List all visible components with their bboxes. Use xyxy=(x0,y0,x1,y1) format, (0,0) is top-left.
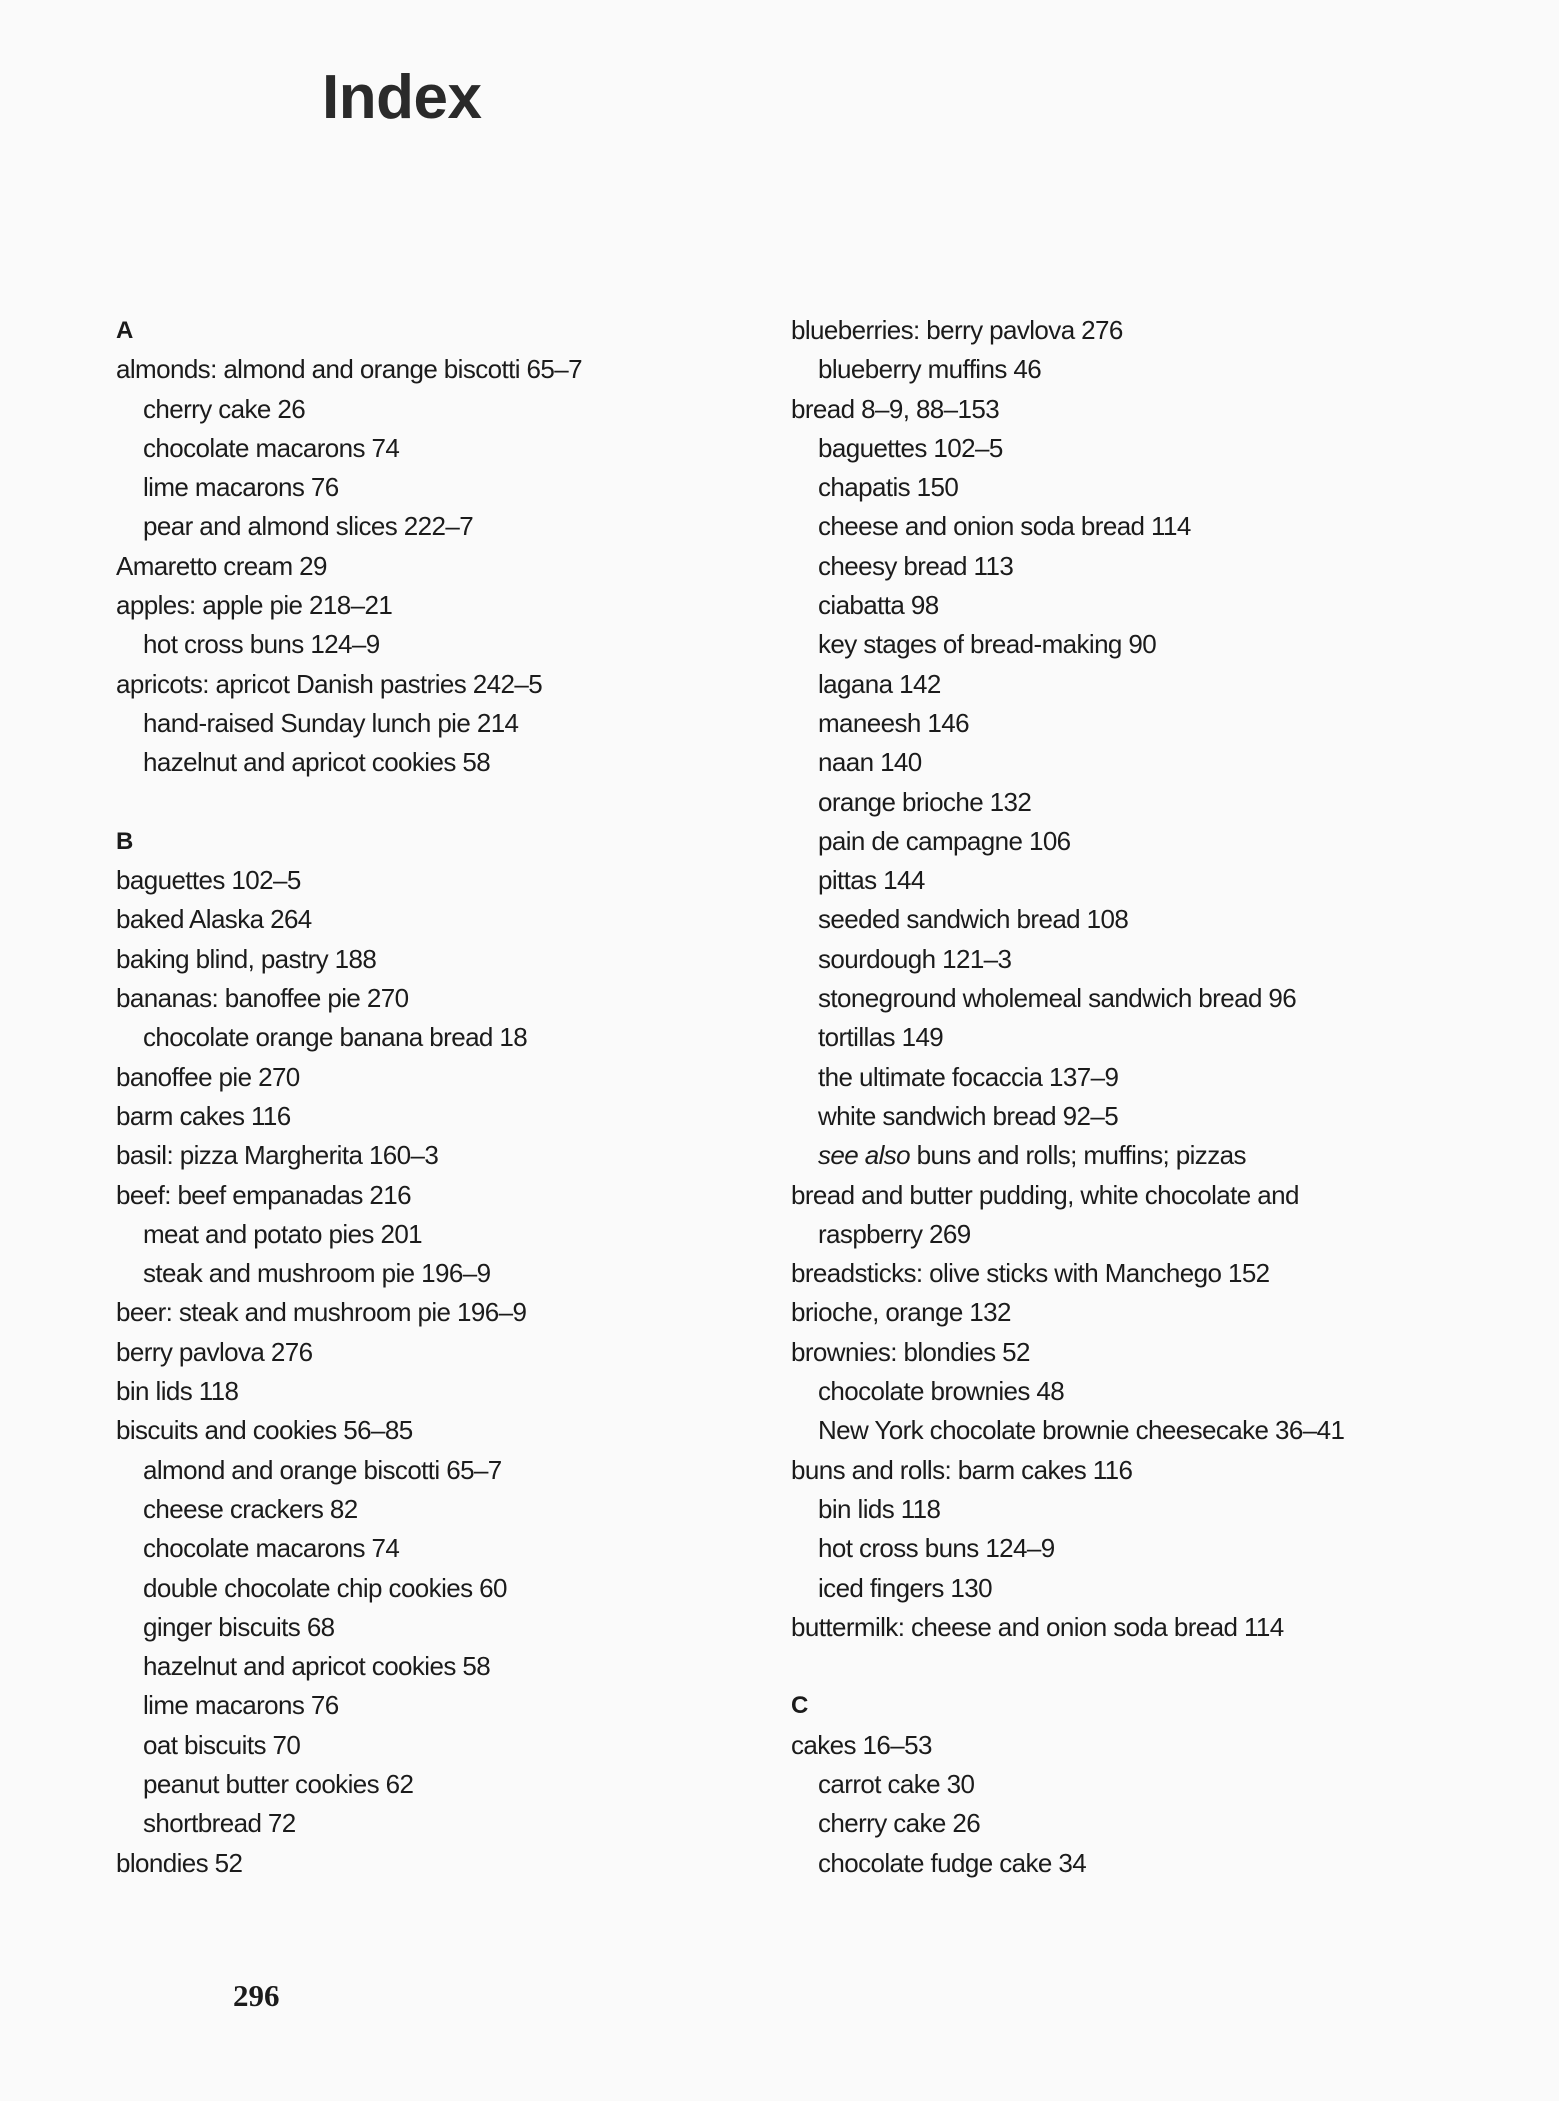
entry-text: seeded sandwich bread 108 xyxy=(818,904,1129,935)
entry-text: baking blind, pastry 188 xyxy=(116,943,377,974)
entry-text: chapatis 150 xyxy=(818,472,959,503)
index-subentry xyxy=(116,1529,756,1568)
letter-heading xyxy=(116,822,756,861)
index-entry xyxy=(116,940,756,979)
index-subentry xyxy=(116,1686,756,1725)
entry-text: buns and rolls: barm cakes 116 xyxy=(791,1454,1133,1485)
entry-text: New York chocolate brownie cheesecake 36–41 xyxy=(818,1415,1345,1446)
index-subentry xyxy=(116,704,756,743)
index-entry xyxy=(116,350,756,389)
index-subentry xyxy=(791,1569,1431,1608)
entry-text: pittas 144 xyxy=(818,865,925,896)
index-subentry xyxy=(116,1451,756,1490)
index-subentry xyxy=(116,1765,756,1804)
index-subentry xyxy=(791,350,1431,389)
index-entry xyxy=(116,1411,756,1450)
index-subentry xyxy=(116,507,756,546)
index-subentry xyxy=(791,704,1431,743)
entry-text: chocolate macarons 74 xyxy=(143,432,400,463)
index-subentry xyxy=(791,743,1431,782)
entry-text: oat biscuits 70 xyxy=(143,1729,301,1760)
entry-text: basil: pizza Margherita 160–3 xyxy=(116,1140,439,1171)
entry-text: beef: beef empanadas 216 xyxy=(116,1179,411,1210)
index-subentry xyxy=(791,940,1431,979)
entry-text: chocolate fudge cake 34 xyxy=(818,1847,1087,1878)
letter-heading xyxy=(116,311,756,350)
index-subentry xyxy=(791,783,1431,822)
index-subentry xyxy=(791,861,1431,900)
entry-text: Amaretto cream 29 xyxy=(116,550,327,581)
index-entry xyxy=(116,1333,756,1372)
entry-text: chocolate orange banana bread 18 xyxy=(143,1022,528,1053)
entry-text: cherry cake 26 xyxy=(143,393,306,424)
index-subentry xyxy=(791,507,1431,546)
index-entry xyxy=(791,311,1431,350)
entry-text: meat and potato pies 201 xyxy=(143,1218,423,1249)
spacer xyxy=(116,783,756,822)
entry-text: lagana 142 xyxy=(818,668,941,699)
entry-text: blondies 52 xyxy=(116,1847,243,1878)
index-subentry xyxy=(116,1804,756,1843)
entry-text: baguettes 102–5 xyxy=(818,432,1003,463)
index-subentry xyxy=(116,1726,756,1765)
entry-text: baked Alaska 264 xyxy=(116,904,312,935)
entry-text: hazelnut and apricot cookies 58 xyxy=(143,1651,491,1682)
entry-text: almond and orange biscotti 65–7 xyxy=(143,1454,502,1485)
entry-text: chocolate brownies 48 xyxy=(818,1376,1065,1407)
entry-text: almonds: almond and orange biscotti 65–7 xyxy=(116,354,582,385)
index-subentry xyxy=(791,1058,1431,1097)
entry-text: blueberries: berry pavlova 276 xyxy=(791,315,1123,345)
spacer xyxy=(791,1647,1431,1686)
index-entry xyxy=(116,1058,756,1097)
entry-text: buttermilk: cheese and onion soda bread 114 xyxy=(791,1611,1284,1642)
entry-text: cherry cake 26 xyxy=(818,1808,981,1839)
entry-text: berry pavlova 276 xyxy=(116,1336,313,1367)
entry-text: cheesy bread 113 xyxy=(818,550,1014,581)
index-subentry xyxy=(791,1765,1431,1804)
index-entry xyxy=(116,1293,756,1332)
entry-text: B xyxy=(116,827,134,855)
index-column-left xyxy=(116,311,756,1883)
entry-text: apples: apple pie 218–21 xyxy=(116,590,393,621)
index-entry xyxy=(116,586,756,625)
index-entry xyxy=(791,1293,1431,1332)
entry-text: raspberry 269 xyxy=(818,1218,971,1249)
index-subentry xyxy=(791,1136,1431,1175)
index-subentry xyxy=(791,547,1431,586)
index-subentry xyxy=(791,1411,1431,1450)
entry-text: barm cakes 116 xyxy=(116,1100,291,1131)
entry-text: double chocolate chip cookies 60 xyxy=(143,1572,507,1603)
index-subentry xyxy=(791,1490,1431,1529)
entry-text: white sandwich bread 92–5 xyxy=(818,1100,1119,1131)
index-subentry xyxy=(791,1215,1431,1254)
entry-text: breadsticks: olive sticks with Manchego 152 xyxy=(791,1258,1270,1289)
index-entry xyxy=(116,665,756,704)
entry-text: tortillas 149 xyxy=(818,1022,944,1053)
index-entry xyxy=(116,1136,756,1175)
entry-text: steak and mushroom pie 196–9 xyxy=(143,1258,491,1289)
entry-text: bin lids 118 xyxy=(116,1376,239,1407)
entry-text: lime macarons 76 xyxy=(143,1690,339,1721)
entry-text: brownies: blondies 52 xyxy=(791,1336,1030,1367)
index-subentry xyxy=(791,1844,1431,1883)
entry-text: hot cross buns 124–9 xyxy=(818,1533,1055,1564)
entry-text: the ultimate focaccia 137–9 xyxy=(818,1061,1119,1092)
entry-text: key stages of bread-making 90 xyxy=(818,629,1157,660)
entry-text: lime macarons 76 xyxy=(143,472,339,503)
entry-text: pain de campagne 106 xyxy=(818,825,1071,856)
index-subentry xyxy=(791,822,1431,861)
index-subentry xyxy=(791,1018,1431,1057)
index-subentry xyxy=(791,900,1431,939)
index-subentry xyxy=(116,1569,756,1608)
entry-text: bread 8–9, 88–153 xyxy=(791,393,1000,424)
index-entry xyxy=(791,390,1431,429)
index-subentry xyxy=(116,743,756,782)
index-subentry xyxy=(116,1018,756,1057)
index-entry xyxy=(791,1451,1431,1490)
index-entry xyxy=(116,547,756,586)
index-entry xyxy=(791,1176,1431,1215)
entry-text: banoffee pie 270 xyxy=(116,1061,300,1092)
index-subentry xyxy=(791,468,1431,507)
index-subentry xyxy=(791,429,1431,468)
entry-text: chocolate macarons 74 xyxy=(143,1533,400,1564)
entry-text: orange brioche 132 xyxy=(818,786,1032,817)
entry-text: stoneground wholemeal sandwich bread 96 xyxy=(818,983,1297,1014)
index-subentry xyxy=(791,1372,1431,1411)
entry-text: hot cross buns 124–9 xyxy=(143,629,380,660)
entry-text: sourdough 121–3 xyxy=(818,943,1012,974)
entry-text: pear and almond slices 222–7 xyxy=(143,511,474,542)
index-subentry xyxy=(116,390,756,429)
entry-text: naan 140 xyxy=(818,747,922,778)
index-entry xyxy=(116,1097,756,1136)
letter-heading xyxy=(791,1686,1431,1725)
index-subentry xyxy=(116,1254,756,1293)
index-entry xyxy=(116,861,756,900)
entry-text: buns and rolls; muffins; pizzas xyxy=(910,1140,1246,1171)
entry-text: baguettes 102–5 xyxy=(116,865,301,896)
index-column-right xyxy=(791,311,1431,1883)
entry-text: cheese and onion soda bread 114 xyxy=(818,511,1191,542)
index-entry xyxy=(116,979,756,1018)
entry-text: ginger biscuits 68 xyxy=(143,1611,335,1642)
index-entry xyxy=(791,1333,1431,1372)
index-subentry xyxy=(116,1608,756,1647)
index-subentry xyxy=(116,1215,756,1254)
page-number: 296 xyxy=(233,1978,280,2013)
entry-text: hazelnut and apricot cookies 58 xyxy=(143,747,491,778)
index-entry xyxy=(791,1254,1431,1293)
entry-text: A xyxy=(116,317,134,344)
see-also-label: see also xyxy=(818,1140,911,1171)
entry-text: beer: steak and mushroom pie 196–9 xyxy=(116,1297,527,1328)
index-subentry xyxy=(116,429,756,468)
index-subentry xyxy=(116,1647,756,1686)
entry-text: bread and butter pudding, white chocolate and xyxy=(791,1179,1299,1210)
index-entry xyxy=(116,1372,756,1411)
entry-text: cheese crackers 82 xyxy=(143,1493,358,1524)
entry-text: peanut butter cookies 62 xyxy=(143,1768,414,1799)
index-subentry xyxy=(116,468,756,507)
page-title: Index xyxy=(322,63,482,132)
entry-text: bananas: banoffee pie 270 xyxy=(116,983,409,1014)
entry-text: biscuits and cookies 56–85 xyxy=(116,1415,413,1446)
index-subentry xyxy=(116,1490,756,1529)
entry-text: bin lids 118 xyxy=(818,1493,941,1524)
index-subentry xyxy=(791,979,1431,1018)
entry-text: hand-raised Sunday lunch pie 214 xyxy=(143,707,519,738)
index-subentry xyxy=(791,1097,1431,1136)
entry-text: apricots: apricot Danish pastries 242–5 xyxy=(116,668,543,699)
index-subentry xyxy=(791,1529,1431,1568)
entry-text: cakes 16–53 xyxy=(791,1729,932,1760)
entry-text: ciabatta 98 xyxy=(818,590,939,621)
entry-text: iced fingers 130 xyxy=(818,1572,992,1603)
index-entry xyxy=(791,1726,1431,1765)
index-subentry xyxy=(791,625,1431,664)
index-subentry xyxy=(791,586,1431,625)
index-subentry xyxy=(791,1804,1431,1843)
index-entry xyxy=(116,1844,756,1883)
entry-text: C xyxy=(791,1692,809,1720)
index-entry xyxy=(116,900,756,939)
entry-text: brioche, orange 132 xyxy=(791,1297,1011,1328)
index-entry xyxy=(791,1608,1431,1647)
entry-text: carrot cake 30 xyxy=(818,1768,975,1799)
index-subentry xyxy=(116,625,756,664)
entry-text: maneesh 146 xyxy=(818,707,969,738)
entry-text: shortbread 72 xyxy=(143,1808,296,1839)
index-subentry xyxy=(791,665,1431,704)
index-entry xyxy=(116,1176,756,1215)
entry-text: blueberry muffins 46 xyxy=(818,354,1042,385)
